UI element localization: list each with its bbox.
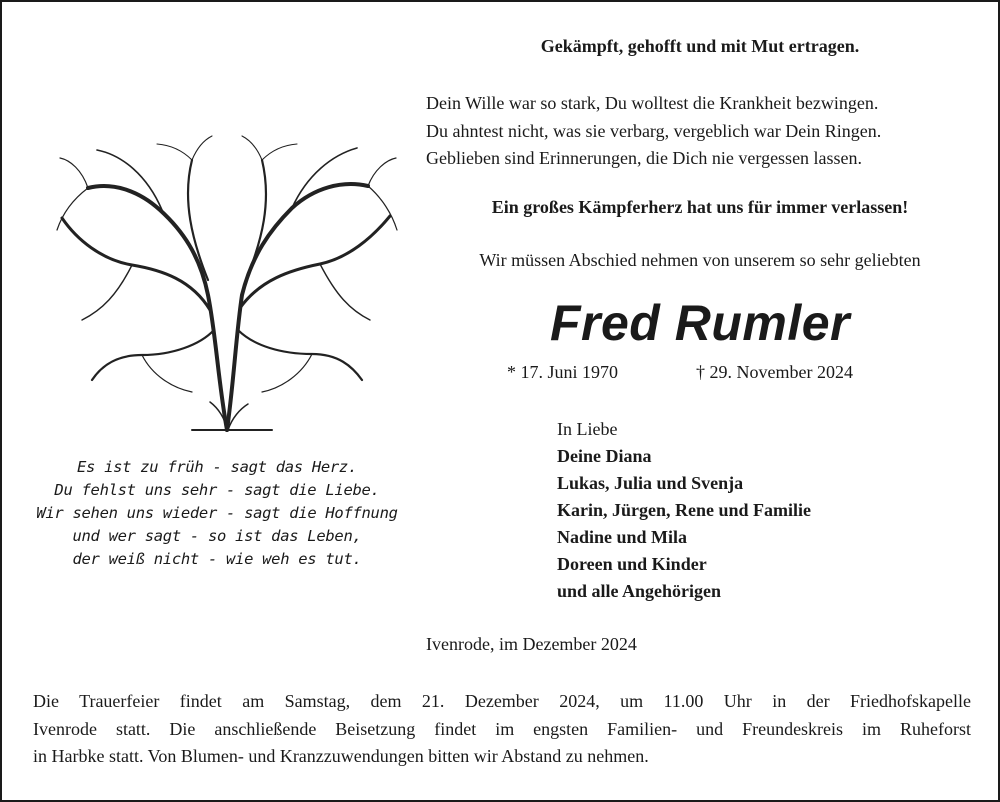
saying [22,456,412,571]
deceased-name: Fred Rumler [549,295,850,351]
place-date: Ivenrode, im Dezember 2024 [426,634,637,654]
poem-line: Dein Wille war so stark, Du wolltest die Krankheit bezwingen. [426,93,879,113]
saying-line: und wer sagt - so ist das Leben, [72,527,362,545]
mourners-list [557,416,811,605]
mourners-intro: In Liebe [557,419,618,439]
service-info [33,688,971,771]
mourner: Deine Diana [557,446,652,466]
service-line: in Harbke statt. Von Blumen- und Kranzzuwendungen bitten wir Abstand zu nehmen. [33,746,649,766]
mourner: Doreen und Kinder [557,554,707,574]
heart-tree-icon [42,130,412,436]
death-date: † 29. November 2024 [696,362,853,382]
mourner: und alle Angehörigen [557,581,722,601]
mourner: Karin, Jürgen, Rene und Familie [557,500,812,520]
mourner: Nadine und Mila [557,527,688,547]
mourner: Lukas, Julia und Svenja [557,473,744,493]
saying-line: Es ist zu früh - sagt das Herz. [77,458,357,476]
saying-line: Wir sehen uns wieder - sagt die Hoffnung [36,504,398,522]
service-line: Die Trauerfeier findet am Samstag, dem 21. Dezember 2024, um 11.00 Uhr in der Friedhofskapelle [33,691,971,711]
poem [426,90,986,173]
poem-line: Du ahntest nicht, was sie verbarg, vergeblich war Dein Ringen. [426,120,882,141]
intro-text: Wir müssen Abschied nehmen von unserem so sehr geliebten [479,250,921,270]
service-line: Ivenrode statt. Die anschließende Beisetzung findet im engsten Familien- und Freundeskreis im Ruheforst [33,718,971,739]
motto-heading: Gekämpft, gehofft und mit Mut ertragen. [540,36,860,56]
birth-date: * 17. Juni 1970 [507,362,619,382]
saying-line: der weiß nicht - wie weh es tut. [72,550,362,568]
poem-line: Geblieben sind Erinnerungen, die Dich nie vergessen lassen. [426,148,863,168]
saying-line: Du fehlst uns sehr - sagt die Liebe. [54,481,380,499]
heart-message: Ein großes Kämpferherz hat uns für immer verlassen! [491,197,909,217]
